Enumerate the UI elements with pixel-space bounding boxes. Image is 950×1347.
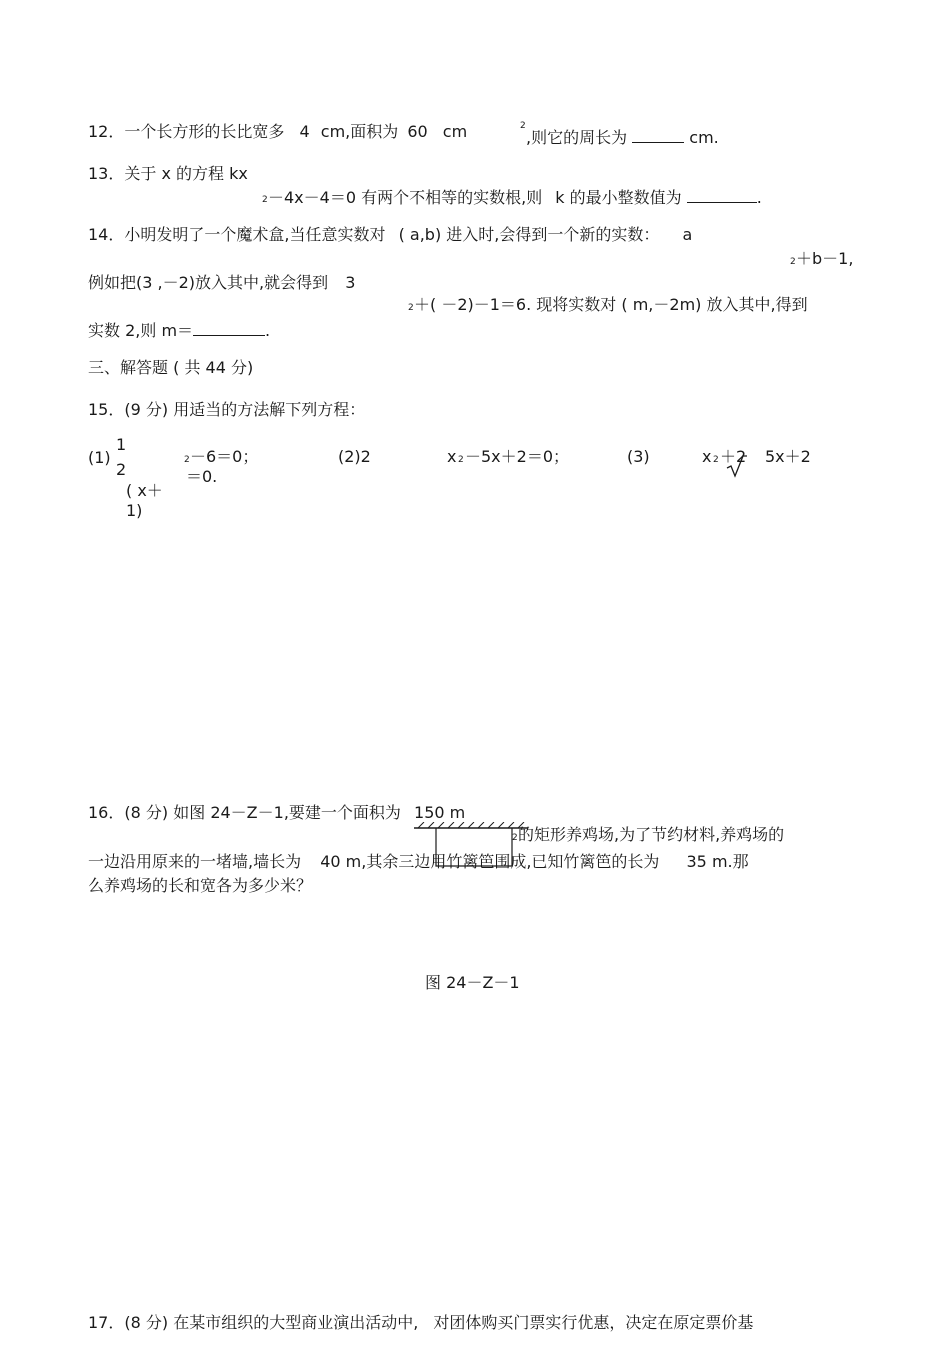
- q15-part-1-numerator: 1: [116, 435, 127, 454]
- q14-expr: ＋b－1,: [796, 249, 854, 268]
- q15-part-2-x: x: [447, 447, 457, 466]
- q16-label: 16．: [88, 803, 125, 822]
- question-15: [88, 400, 365, 420]
- q13-text-d: 的最小整数值为: [569, 188, 682, 207]
- q17-text-b: 对团体购买门票实行优惠，决定在原定票价基: [433, 1313, 754, 1332]
- q14-label: 14．: [88, 225, 125, 244]
- q14-text-d: 放入其中,得到: [706, 295, 808, 314]
- q15-part-1-denominator: 2: [116, 460, 127, 479]
- q15-part-2-superscript: 2: [458, 455, 464, 465]
- figure-fence-rectangle: [436, 828, 512, 866]
- q16-text-c: 一边沿用原来的一堵墙,墙长为: [88, 852, 302, 871]
- q13-text-a: 关于: [124, 164, 157, 183]
- q14-text-b: 进入时,会得到一个新的实数：: [446, 225, 660, 244]
- q14-line-3: [88, 273, 355, 293]
- q16-superscript: 2: [512, 833, 518, 843]
- q16-text-a: 如图 24－Z－1,要建一个面积为: [173, 803, 401, 822]
- q12-text-c: ,则它的周长为: [526, 128, 628, 147]
- q15-part-3-superscript: 2: [713, 455, 719, 465]
- section-3-heading: [88, 358, 253, 378]
- q13-superscript: 2: [262, 195, 268, 205]
- q14-line-4: [414, 295, 808, 315]
- q15-score: (9 分): [124, 400, 169, 419]
- section-3-title: 三、解答题: [88, 358, 169, 377]
- q14-superscript-b: 2: [408, 303, 414, 313]
- q13-line-2: [268, 187, 762, 208]
- q16-score: (8 分): [124, 803, 169, 822]
- q12-label: 12．: [88, 122, 125, 141]
- sqrt-radical-icon: [725, 454, 747, 480]
- question-12: [88, 122, 467, 142]
- q12-unit-end: cm.: [689, 128, 719, 147]
- q15-label: 15．: [88, 400, 125, 419]
- q14-three: 3: [345, 273, 356, 292]
- q17-text-a: 在某市组织的大型商业演出活动中,: [173, 1313, 419, 1332]
- q13-kx: kx: [229, 164, 248, 183]
- question-14: [88, 225, 692, 245]
- section-3-score: ( 共 44 分): [173, 358, 254, 377]
- q16-area: 150 m: [414, 803, 466, 822]
- q14-m-eq: m＝: [161, 321, 194, 340]
- q15-part-1-label: (1): [88, 448, 111, 467]
- q13-text-b: 的方程: [176, 164, 225, 183]
- q13-k: k: [555, 188, 565, 207]
- q14-text-a: 小明发明了一个魔术盒,当任意实数对: [124, 225, 386, 244]
- q15-part-1-superscript: 2: [184, 455, 190, 465]
- question-17: [88, 1313, 753, 1333]
- q16-text-d: 其余三边用竹篱笆围成,已知竹篱笆的长为: [366, 852, 660, 871]
- q16-text-b: 的矩形养鸡场,为了节约材料,养鸡场的: [518, 825, 785, 844]
- figure-chicken-farm: [412, 822, 530, 872]
- question-16: [88, 803, 465, 823]
- q14-end: .: [265, 321, 271, 340]
- q12-num-60: 60: [407, 122, 428, 141]
- q15-text: 用适当的方法解下列方程：: [173, 400, 366, 419]
- q14-expr-2: ＋( －2)－1＝6. 现将实数对: [414, 295, 617, 314]
- q14-text-e: 实数 2,则: [88, 321, 157, 340]
- q12-tail: [526, 127, 719, 148]
- q13-var-x: x: [161, 164, 171, 183]
- question-13: [88, 164, 248, 184]
- q12-superscript: 2: [520, 121, 526, 131]
- figure-caption: 图 24－Z－1: [425, 973, 520, 992]
- q13-answer-blank[interactable]: [687, 187, 757, 203]
- q12-answer-blank[interactable]: [632, 127, 684, 143]
- q13-label: 13．: [88, 164, 125, 183]
- q15-part-1-paren-b: 1): [126, 501, 143, 520]
- q12-num-4: 4: [299, 122, 310, 141]
- q15-part-1-eq-a: －6＝0；: [190, 447, 259, 466]
- q12-unit-cm2: cm: [442, 122, 468, 141]
- q14-pair: ( a,b): [398, 225, 442, 244]
- q15-part-1-eq-b: ＝0.: [186, 467, 218, 486]
- q17-label: 17．: [88, 1313, 125, 1332]
- q15-part-3-rest: 5x＋2: [765, 447, 811, 466]
- q17-score: (8 分): [124, 1313, 169, 1332]
- q12-text-a: 一个长方形的长比宽多: [124, 122, 285, 141]
- q13-end: .: [756, 188, 762, 207]
- q15-part-1-paren-a: ( x＋: [126, 481, 163, 500]
- q12-text-b: ,面积为: [345, 122, 399, 141]
- q13-equation: －4x－4＝0: [268, 188, 357, 207]
- q15-part-3-plus2: ＋2: [720, 447, 747, 466]
- q13-text-c: 有两个不相等的实数根,则: [361, 188, 543, 207]
- q14-superscript-a: 2: [790, 257, 796, 267]
- q14-line-5: [88, 320, 270, 341]
- q14-a: a: [682, 225, 693, 244]
- q12-unit-cm: cm: [320, 122, 346, 141]
- q14-text-c: 例如把(3 ,－2)放入其中,就会得到: [88, 273, 329, 292]
- q15-part-2-eq: －5x＋2＝0；: [465, 447, 570, 466]
- q15-part-2-label: (2)2: [338, 447, 371, 466]
- q16-wall: 40 m,: [320, 852, 367, 871]
- q14-answer-blank[interactable]: [193, 320, 265, 336]
- q15-part-3-x: x: [702, 447, 712, 466]
- q14-pair-2: ( m,－2m): [621, 295, 702, 314]
- q15-part-3-label: (3): [627, 447, 650, 466]
- q16-text-e: 那: [732, 852, 749, 871]
- q16-text-f: 么养鸡场的长和宽各为多少米？: [88, 876, 313, 895]
- figure-wall-hatching: [418, 822, 524, 828]
- q16-fence: 35 m.: [686, 852, 733, 871]
